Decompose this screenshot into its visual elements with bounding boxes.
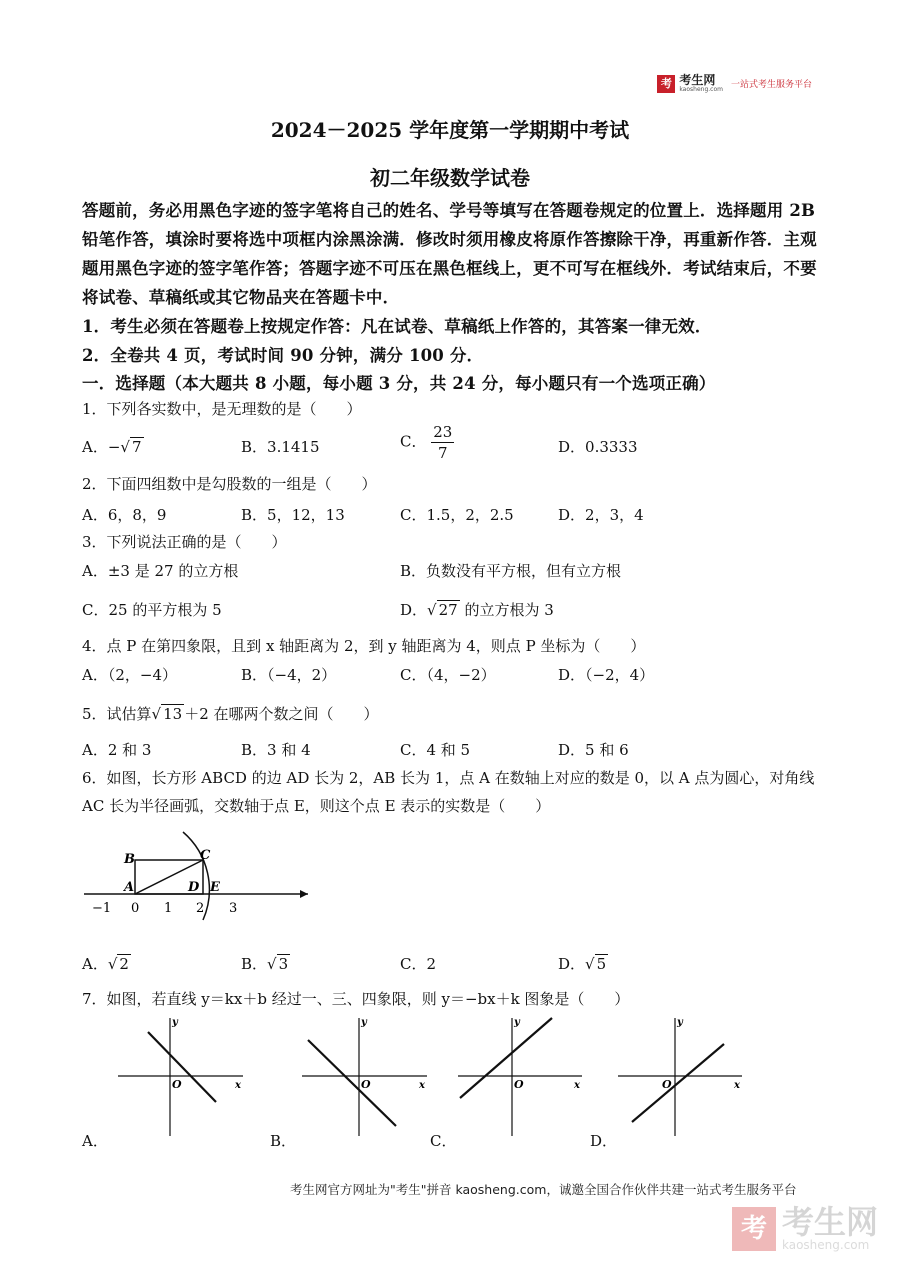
q1-option-b: B．3.1415 <box>241 438 320 456</box>
q6-d-radicand: 5 <box>596 955 607 973</box>
q4-option-c: C．（4，−2） <box>400 666 496 684</box>
q6-label-e: E <box>210 880 220 895</box>
watermark-name: 考生网 <box>781 1203 878 1241</box>
q7-b-y-label: y <box>361 1017 367 1028</box>
q7-d-origin: O <box>662 1078 672 1091</box>
kaosheng-logo-icon: 考 <box>657 75 675 93</box>
q6-option-c: C．2 <box>400 955 437 973</box>
q3-option-a: A．±3 是 27 的立方根 <box>82 562 239 580</box>
q3-d-label: D． <box>400 601 428 619</box>
section-heading: 一．选择题（本大题共 8 小题，每小题 3 分，共 24 分，每小题只有一个选项正确） <box>82 374 716 393</box>
question-6-stem-line2: AC 长为半径画弧，交数轴于点 E，则这个点 E 表示的实数是（ ） <box>82 797 551 815</box>
q6-option-b: B．√ 3 <box>241 955 289 973</box>
q3-d-radicand: 27 <box>438 601 458 619</box>
q6-tick-1: 1 <box>164 901 173 916</box>
question-4-stem: 4．点 P 在第四象限，且到 x 轴距离为 2，到 y 轴距离为 4，则点 P 坐标为（ ） <box>82 637 646 655</box>
watermark-logo-icon: 考 <box>732 1207 776 1251</box>
q1-c-label: C． <box>400 432 427 451</box>
q6-label-a: A <box>124 880 135 895</box>
q6-b-label: B． <box>241 955 268 973</box>
logo-slogan: 一站式考生服务平台 <box>730 80 812 90</box>
q5-option-d: D．5 和 6 <box>558 741 629 759</box>
q2-option-c: C．1.5，2，2.5 <box>400 506 514 524</box>
q3-option-c: C．25 的平方根为 5 <box>82 601 222 619</box>
q3-option-d: D．√ 27 的立方根为 3 <box>400 601 554 619</box>
q7-option-b: B． <box>270 1132 297 1150</box>
q6-tick-0: 0 <box>131 901 140 916</box>
q1-a-radicand: 7 <box>131 438 142 456</box>
logo-domain: kaosheng.com <box>679 86 723 93</box>
q1-option-d: D．0.3333 <box>558 438 638 456</box>
q1-c-numerator: 23 <box>433 423 453 441</box>
q3-d-text: 的立方根为 3 <box>464 601 554 619</box>
watermark-domain: kaosheng.com <box>781 1238 870 1252</box>
q7-b-line <box>308 1040 396 1126</box>
q6-tick-neg1: −1 <box>92 901 112 916</box>
q6-option-a: A．√ 2 <box>82 955 129 973</box>
q7-b-origin: O <box>361 1078 371 1091</box>
watermark <box>732 1203 878 1252</box>
rule-1: 1．考生必须在答题卷上按规定作答：凡在试卷、草稿纸上作答的，其答案一律无效． <box>82 317 712 336</box>
q7-graph-a <box>108 1014 248 1139</box>
q6-label-b: B <box>124 852 135 867</box>
q7-graph-c <box>452 1014 592 1139</box>
q6-tick-2: 2 <box>196 901 205 916</box>
q6-figure <box>80 828 310 928</box>
q5-stem-post: ＋2 在哪两个数之间（ ） <box>184 705 379 723</box>
q7-graph-d <box>612 1014 752 1139</box>
exam-title: 2024－2025 学年度第一学期期中考试 <box>270 118 630 142</box>
question-7-stem: 7．如图，若直线 y＝kx＋b 经过一、三、四象限，则 y＝−bx＋k 图象是（ ） <box>82 990 630 1008</box>
q7-d-y-label: y <box>677 1017 683 1028</box>
q7-a-line <box>148 1032 216 1102</box>
q7-option-a: A． <box>82 1132 108 1150</box>
question-6-stem-line1: 6．如图，长方形 ABCD 的边 AD 长为 2，AB 长为 1，点 A 在数轴上对应的数是 0，以 A 点为圆心，对角线 <box>82 769 815 787</box>
rule-2: 2．全卷共 4 页，考试时间 90 分钟，满分 100 分． <box>82 346 484 365</box>
instructions: 答题前，务必用黑色字迹的签字笔将自己的姓名、学号等填写在答题卷规定的位置上．选择题用 2B 铅笔作答，填涂时要将选中项框内涂黑涂满．修改时须用橡皮将原作答擦除干净，再重新作答．主观题用黑色字迹的签字笔作答；答题字迹不可压在黑色框线上，更不可写在框线外．考试结束后，不要将试卷、草稿纸或其它物品夹在答题卡中． <box>82 201 817 307</box>
question-1-stem: 1．下列各实数中，是无理数的是（ ） <box>82 400 362 418</box>
question-2-stem: 2．下面四组数中是勾股数的一组是（ ） <box>82 475 377 493</box>
q7-d-x-label: x <box>734 1080 740 1091</box>
question-5-stem: 5．试估算√ 13 ＋2 在哪两个数之间（ ） <box>82 705 379 723</box>
q6-b-radicand: 3 <box>278 955 289 973</box>
q6-option-d: D．√ 5 <box>558 955 607 973</box>
q1-c-denominator: 7 <box>438 444 448 462</box>
q4-option-a: A．（2，−4） <box>82 666 177 684</box>
q1-option-a: A．−√ 7 <box>82 438 142 456</box>
q6-label-c: C <box>200 848 211 863</box>
q4-option-b: B．（−4，2） <box>241 666 337 684</box>
q2-option-a: A．6，8，9 <box>82 506 167 524</box>
q7-d-line <box>632 1044 724 1122</box>
q7-graph-b <box>292 1014 432 1139</box>
q5-option-b: B．3 和 4 <box>241 741 311 759</box>
q7-b-x-label: x <box>419 1080 425 1091</box>
logo-name: 考生网 <box>679 73 716 87</box>
q5-option-c: C．4 和 5 <box>400 741 471 759</box>
q2-option-d: D．2，3，4 <box>558 506 644 524</box>
header-logo <box>657 74 812 93</box>
q6-arrow-icon <box>300 890 308 898</box>
q7-c-x-label: x <box>574 1080 580 1091</box>
q6-a-radicand: 2 <box>119 955 129 973</box>
q7-c-line <box>460 1018 552 1098</box>
q6-label-d: D <box>188 880 200 895</box>
q4-option-d: D．（−2，4） <box>558 666 655 684</box>
q7-option-c: C． <box>430 1132 457 1150</box>
question-3-stem: 3．下列说法正确的是（ ） <box>82 533 287 551</box>
q6-d-label: D． <box>558 955 586 973</box>
q7-a-origin: O <box>172 1078 182 1091</box>
q3-option-b: B．负数没有平方根，但有立方根 <box>400 562 622 580</box>
q7-c-y-label: y <box>514 1017 520 1028</box>
q1-option-c <box>400 422 454 463</box>
q1-c-fraction <box>431 422 454 463</box>
q1-a-label: A． <box>82 438 108 456</box>
footer-note: 考生网官方网址为"考生"拼音 kaosheng.com，诚邀全国合作伙伴共建一站式考生服务平台 <box>290 1182 797 1197</box>
q6-tick-3: 3 <box>229 901 238 916</box>
q6-a-label: A． <box>82 955 108 973</box>
q5-stem-pre: 5．试估算 <box>82 705 152 723</box>
q7-option-d: D． <box>590 1132 618 1150</box>
q7-a-x-label: x <box>235 1080 241 1091</box>
q7-c-origin: O <box>514 1078 524 1091</box>
q5-option-a: A．2 和 3 <box>82 741 152 759</box>
q2-option-b: B．5，12，13 <box>241 506 345 524</box>
q7-a-y-label: y <box>172 1017 178 1028</box>
q5-radicand: 13 <box>163 705 183 723</box>
exam-subtitle: 初二年级数学试卷 <box>370 166 530 190</box>
